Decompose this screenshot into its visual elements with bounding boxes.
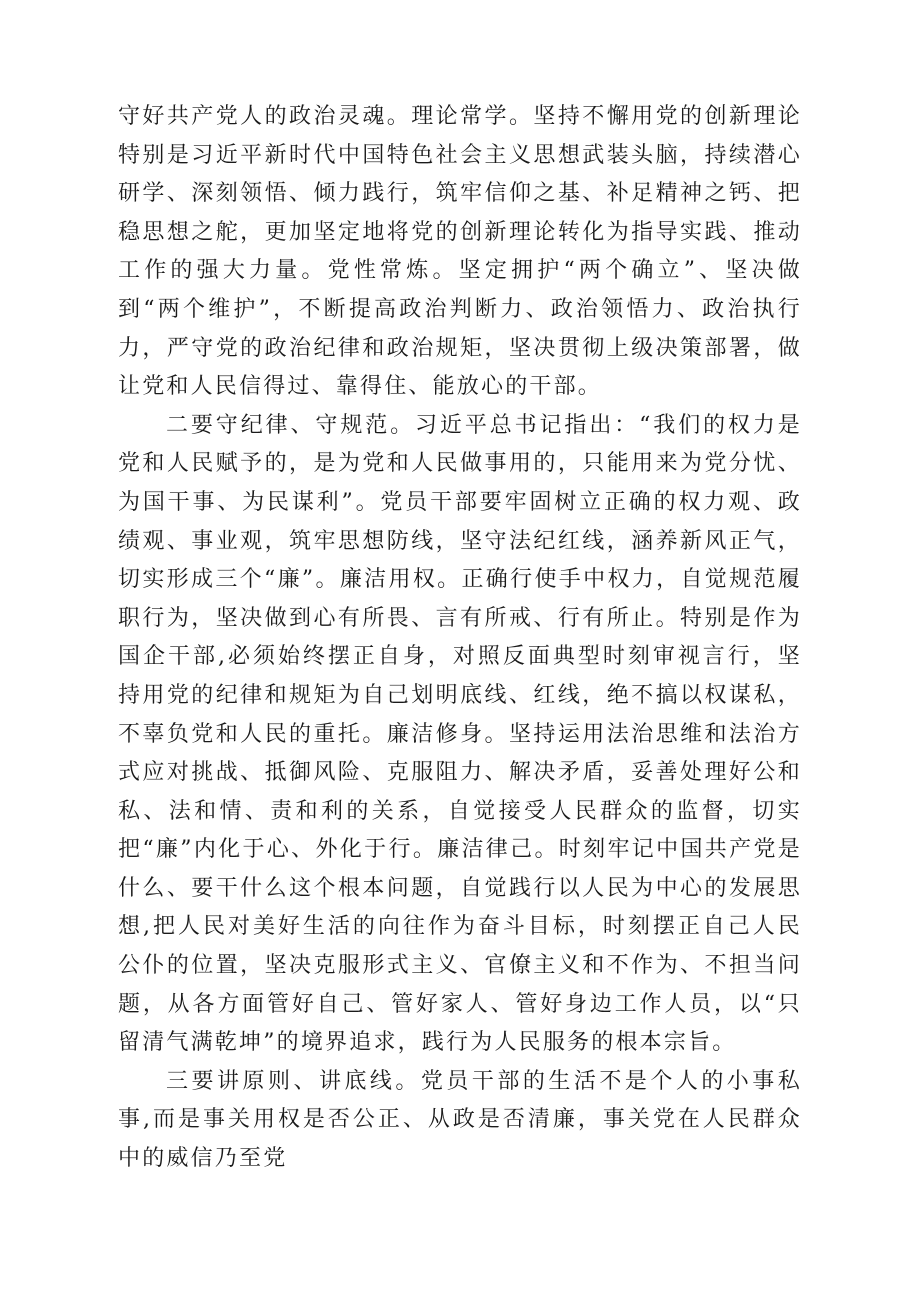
paragraph-discipline: 二要守纪律、守规范。习近平总书记指出：“我们的权力是党和人民赋予的，是为党和人民做事用的，只能用来为党分忧、为国干事、为民谋利”。党员干部要牢固树立正确的权力观、政绩观、事业观，筑牢思想防线，坚守法纪红线，涵养新风正气，切实形成三个“廉”。廉洁用权。正确行使手中权力，自觉规范履职行为，坚决做到心有所畏、言有所戒、行有所止。特别是作为国企干部,必须始终摆正自身，对照反面典型时刻审视言行，坚持用党的纪律和规矩为自己划明底线、红线，绝不搞以权谋私，不辜负党和人民的重托。廉洁修身。坚持运用法治思维和法治方式应对挑战、抵御风险、克服阻力、解决矛盾，妥善处理好公和私、法和情、责和利的关系，自觉接受人民群众的监督，切实把“廉”内化于心、外化于行。廉洁律己。时刻牢记中国共产党是什么、要干什么这个根本问题，自觉践行以人民为中心的发展思想,把人民对美好生活的向往作为奋斗目标，时刻摆正自己人民公仆的位置，坚决克服形式主义、官僚主义和不作为、不担当问题，从各方面管好自己、管好家人、管好身边工作人员，以“只留清气满乾坤”的境界追求，践行为人民服务的根本宗旨。 [118, 412, 802, 1056]
paragraph-principles: 三要讲原则、讲底线。党员干部的生活不是个人的小事私事,而是事关用权是否公正、从政是否清廉，事关党在人民群众中的威信乃至党 [118, 1068, 802, 1172]
document-body [118, 98, 802, 1179]
paragraph-continuation: 守好共产党人的政治灵魂。理论常学。坚持不懈用党的创新理论特别是习近平新时代中国特色社会主义思想武装头脑，持续潜心研学、深刻领悟、倾力践行，筑牢信仰之基、补足精神之钙、把稳思想之舵，更加坚定地将党的创新理论转化为指导实践、推动工作的强大力量。党性常炼。坚定拥护“两个确立”、坚决做到“两个维护”，不断提高政治判断力、政治领悟力、政治执行力，严守党的政治纪律和政治规矩，坚决贯彻上级决策部署，做让党和人民信得过、靠得住、能放心的干部。 [118, 104, 802, 400]
